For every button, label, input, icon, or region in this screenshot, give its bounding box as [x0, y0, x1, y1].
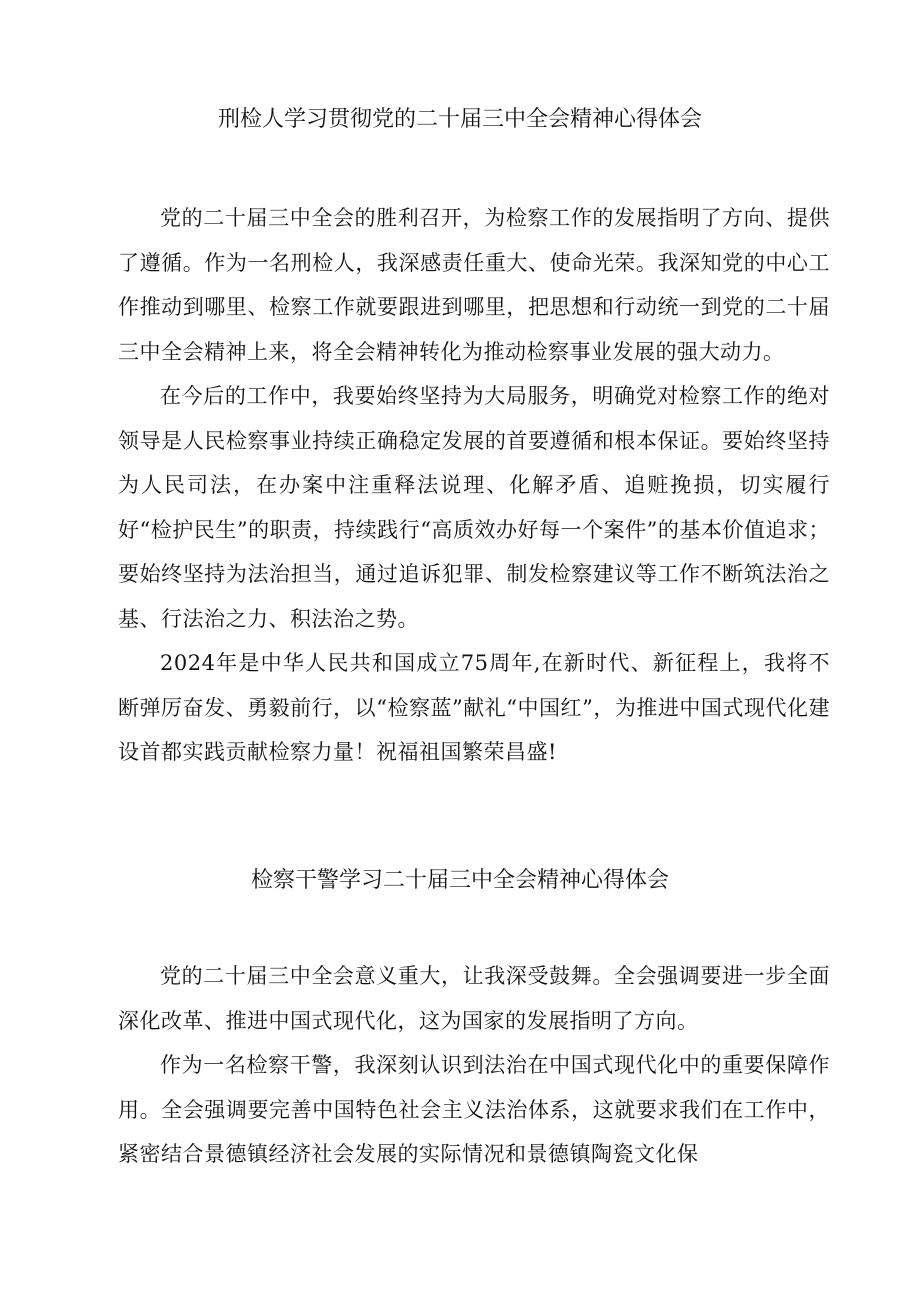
- article-body: [118, 954, 830, 1177]
- paragraph: 党的二十届三中全会意义重大，让我深受鼓舞。全会强调要进一步全面深化改革、推进中国式现代化，这为国家的发展指明了方向。: [118, 964, 830, 1033]
- paragraph: 2024年是中华人民共和国成立75周年,在新时代、新征程上，我将不断弹厉奋发、勇毅前行，以“检察蓝”献礼“中国红”，为推进中国式现代化建设首都实践贡献检察力量！祝福祖国繁荣昌盛!: [118, 651, 830, 764]
- article-title: 检察干警学习二十届三中全会精神心得体会: [250, 868, 669, 893]
- paragraph: 党的二十届三中全会的胜利召开，为检察工作的发展指明了方向、提供了遵循。作为一名刑检人，我深感责任重大、使命光荣。我深知党的中心工作推动到哪里、检察工作就要跟进到哪里，把思想和行动统一到党的二十届三中全会精神上来，将全会精神转化为推动检察事业发展的强大动力。: [118, 206, 830, 364]
- article-body: [118, 196, 830, 775]
- paragraph: 作为一名检察干警，我深刻认识到法治在中国式现代化中的重要保障作用。全会强调要完善中国特色社会主义法治体系，这就要求我们在工作中，紧密结合景德镇经济社会发展的实际情况和景德镇陶瓷文化保: [118, 1053, 830, 1166]
- article-title: 刑检人学习贯彻党的二十届三中全会精神心得体会: [217, 107, 702, 132]
- paragraph: 在今后的工作中，我要始终坚持为大局服务，明确党对检察工作的绝对领导是人民检察事业持续正确稳定发展的首要遵循和根本保证。要始终坚持为人民司法，在办案中注重释法说理、化解矛盾、追赃挽损，切实履行好“检护民生”的职责，持续践行“高质效办好每一个案件”的基本价值追求；要始终坚持为法治担当，通过追诉犯罪、制发检察建议等工作不断筑法治之基、行法治之力、积法治之势。: [118, 384, 830, 631]
